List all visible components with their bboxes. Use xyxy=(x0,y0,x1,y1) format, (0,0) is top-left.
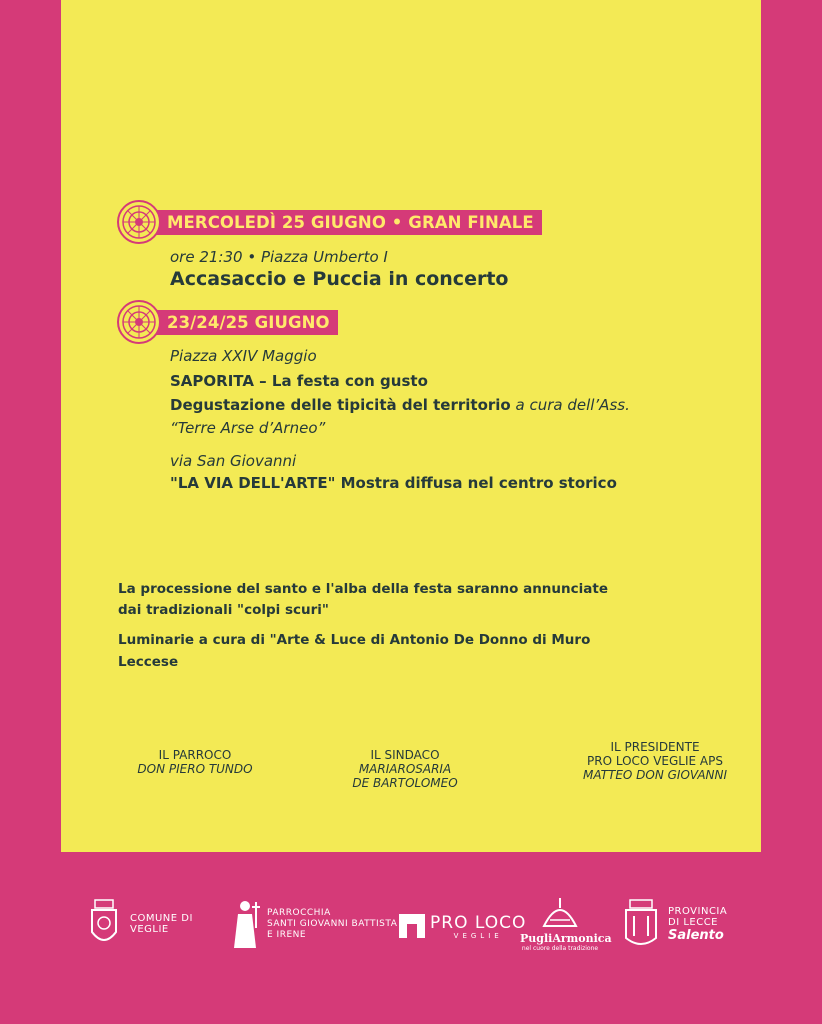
association-name: “Terre Arse d’Arneo” xyxy=(170,419,326,437)
signature-presidente: IL PRESIDENTE PRO LOCO VEGLIE APS MATTEO DON GIOVANNI xyxy=(582,740,728,782)
concert-title: Accasaccio e Puccia in concerto xyxy=(170,268,509,290)
comune-veglie-logo: COMUNE DI VEGLIE xyxy=(86,898,193,950)
note-line: La processione del santo e l'alba della festa saranno annunciate xyxy=(118,581,608,597)
yellow-panel xyxy=(61,0,761,852)
date-label: 23/24/25 GIUGNO xyxy=(139,310,338,335)
date-label: MERCOLEDÌ 25 GIUGNO • GRAN FINALE xyxy=(139,210,542,235)
signature-sindaco: IL SINDACO MARIAROSARIA DE BARTOLOMEO xyxy=(352,748,458,790)
place-piazza: Piazza XXIV Maggio xyxy=(170,347,317,365)
section1-header xyxy=(117,200,542,244)
coat-of-arms-icon xyxy=(622,898,660,950)
section2-header xyxy=(117,300,338,344)
note-line: dai tradizionali "colpi scuri" xyxy=(118,602,329,618)
note-line: Leccese xyxy=(118,654,179,670)
pugliarmonica-logo: PugliArmonica nel cuore della tradizione xyxy=(520,896,600,952)
dome-icon xyxy=(540,896,580,928)
building-icon xyxy=(397,910,427,940)
time-place: ore 21:30 • Piazza Umberto I xyxy=(170,248,388,266)
event-desc: Degustazione delle tipicità del territorio a cura dell’Ass. xyxy=(170,396,630,414)
place-via: via San Giovanni xyxy=(170,452,297,470)
pro-loco-logo: PRO LOCO VEGLIE xyxy=(397,910,526,940)
rosette-icon xyxy=(117,200,161,244)
provincia-lecce-logo: PROVINCIA DI LECCE Salento xyxy=(622,898,727,950)
signature-parroco: IL PARROCO DON PIERO TUNDO xyxy=(137,748,253,776)
coat-of-arms-icon xyxy=(86,898,122,950)
parrocchia-logo: PARROCCHIA SANTI GIOVANNI BATTISTA E IRENE xyxy=(228,898,397,950)
note-line: Luminarie a cura di "Arte & Luce di Antonio De Donno di Muro xyxy=(118,632,591,648)
event-saporita: SAPORITA – La festa con gusto xyxy=(170,372,428,390)
event-via-arte: "LA VIA DELL'ARTE" Mostra diffusa nel centro storico xyxy=(170,474,617,492)
rosette-icon xyxy=(117,300,161,344)
saint-figure-icon xyxy=(228,898,262,950)
